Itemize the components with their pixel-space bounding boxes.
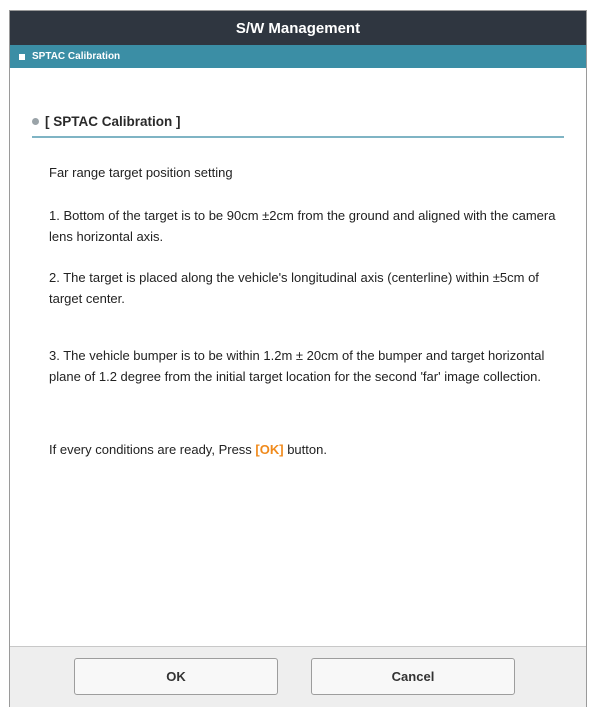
dot-bullet-icon <box>32 118 39 125</box>
ok-button[interactable]: OK <box>74 658 278 695</box>
ok-highlight: [OK] <box>255 442 284 457</box>
instruction-text <box>49 439 569 460</box>
button-bar <box>10 646 586 707</box>
window-title: S/W Management <box>235 19 361 37</box>
title-bar <box>10 11 586 45</box>
instruction-suffix: button. <box>283 442 327 457</box>
instruction-prefix: If every conditions are ready, Press <box>49 442 256 457</box>
subheading-text: [ SPTAC Calibration ] <box>45 114 181 129</box>
section-header <box>10 45 586 68</box>
intro-text: Far range target position setting <box>49 165 233 180</box>
cancel-button[interactable]: Cancel <box>311 658 515 695</box>
step-1-text: 1. Bottom of the target is to be 90cm ±2cm from the ground and aligned with the camera lens horizontal axis. <box>49 208 556 244</box>
content-area <box>10 68 586 646</box>
step-2-text: 2. The target is placed along the vehicle's longitudinal axis (centerline) within ±5cm of target center. <box>49 270 539 306</box>
dialog-window <box>9 10 587 707</box>
section-header-label: SPTAC Calibration <box>32 51 121 62</box>
square-bullet-icon <box>19 54 25 60</box>
subheading <box>32 112 564 138</box>
step-3-text: 3. The vehicle bumper is to be within 1.2m ± 20cm of the bumper and target horizontal plane of 1.2 degree from the initial target location for the second 'far' image collection. <box>49 348 545 384</box>
